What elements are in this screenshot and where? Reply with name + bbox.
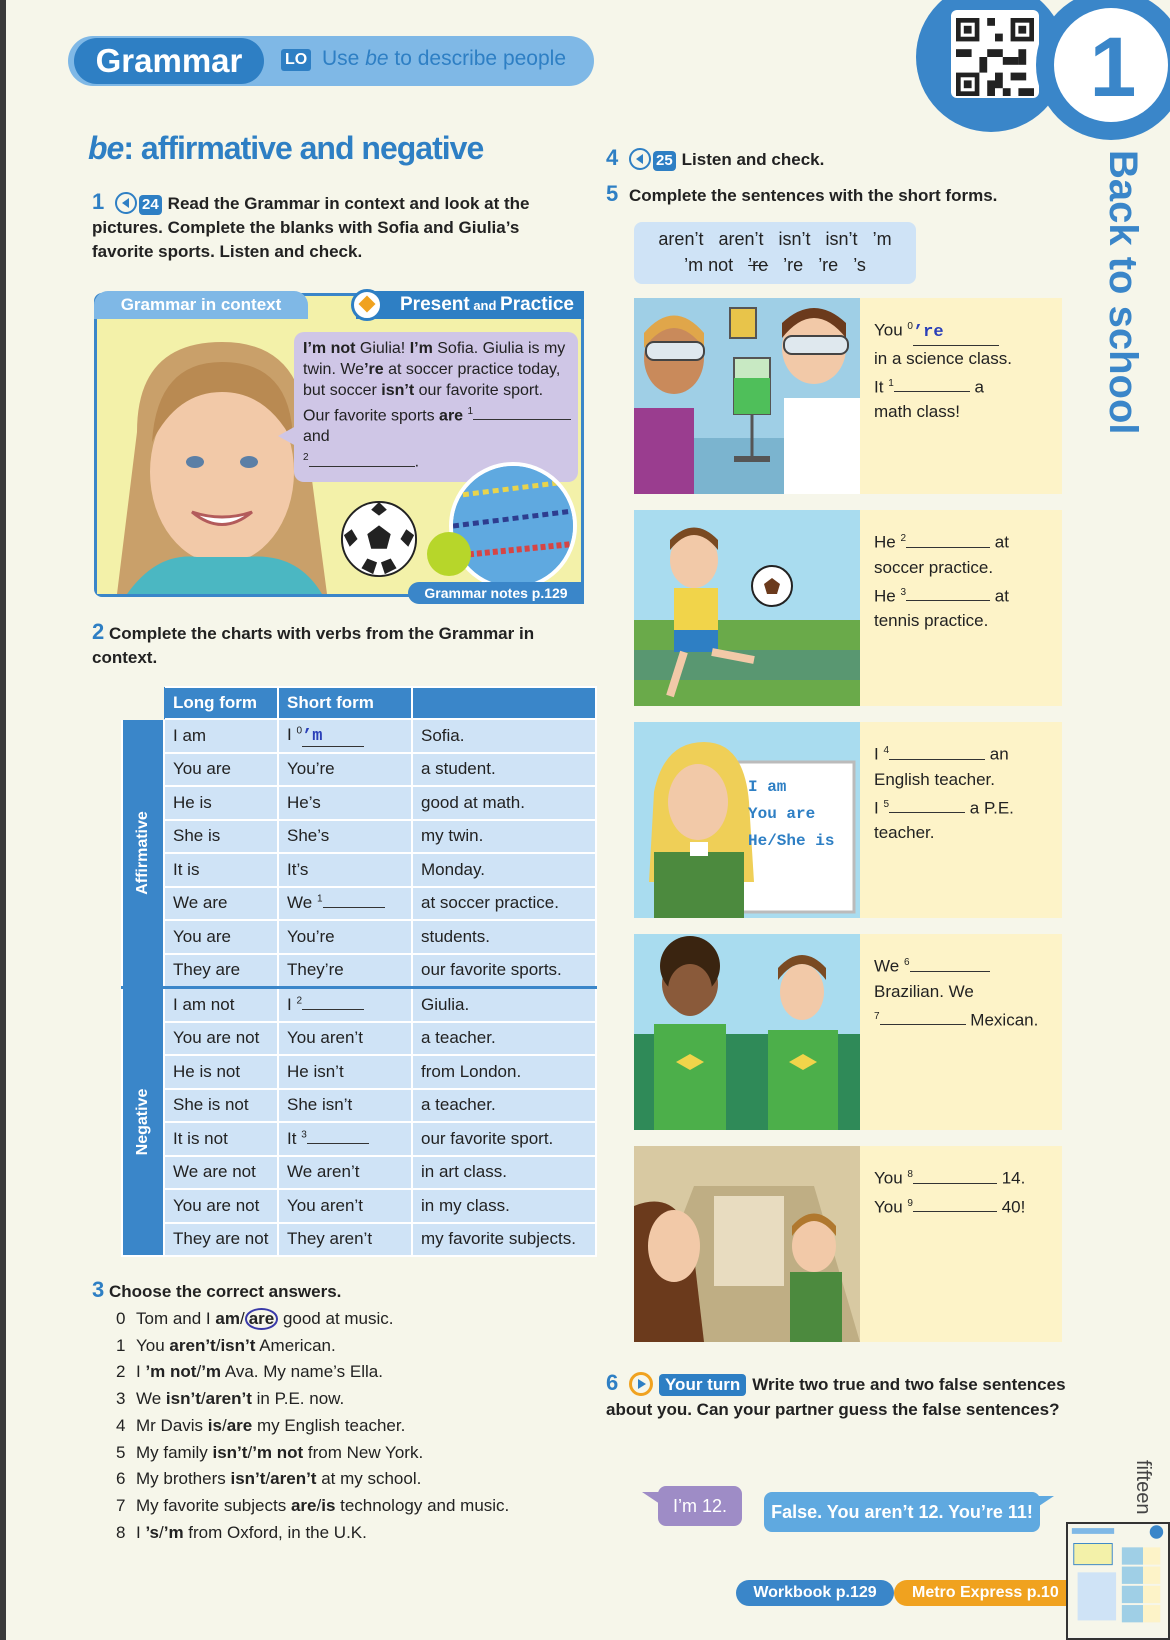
option-b[interactable]: ’m	[201, 1362, 222, 1382]
section-heading: be: affirmative and negative	[88, 130, 484, 166]
choice-item	[116, 1413, 509, 1440]
chart-blank[interactable]	[307, 1143, 369, 1144]
chart-row	[122, 753, 596, 787]
grammar-in-context-tab: Grammar in context	[94, 291, 308, 319]
option-b[interactable]: is	[321, 1495, 336, 1515]
blank-2[interactable]	[309, 466, 415, 467]
track-number[interactable]: 24	[139, 195, 162, 215]
word-bank-item: ’m not	[684, 255, 734, 275]
option-a[interactable]: isn’t	[230, 1469, 266, 1489]
short-form-cell: They’re	[278, 954, 412, 988]
short-form-cell: He isn’t	[278, 1055, 412, 1089]
complement-cell: a teacher.	[412, 1022, 596, 1056]
complement-cell: in art class.	[412, 1156, 596, 1190]
negative-label: Negative	[134, 1088, 151, 1156]
answer-blank-8[interactable]	[913, 1183, 997, 1184]
long-form-cell: You are not	[164, 1022, 278, 1056]
school-corridor-picture	[634, 1146, 860, 1342]
metro-express-link[interactable]: Metro Express p.10	[894, 1580, 1084, 1606]
exercise-number: 1	[92, 189, 105, 214]
short-form-cell[interactable]: It $^3$	[278, 1122, 412, 1156]
item-text: technology and music.	[335, 1495, 510, 1515]
chart-row	[122, 988, 596, 1022]
soccer-boy-picture	[634, 510, 860, 706]
item-text: My brothers	[136, 1469, 231, 1489]
item-text: You	[136, 1335, 170, 1355]
negative-label-cell	[122, 988, 164, 1257]
exercise-instruction: Choose the correct answers.	[108, 1282, 342, 1301]
complement-cell: a student.	[412, 753, 596, 787]
sentence-panel-2: He $^2$ at soccer practice. He $^3$ at tennis practice.	[860, 510, 1062, 706]
long-form-cell: They are	[164, 954, 278, 988]
short-form-cell: You’re	[278, 753, 412, 787]
answer-blank-5[interactable]	[889, 812, 965, 813]
option-b[interactable]: aren’t	[205, 1389, 252, 1409]
option-separator: /	[239, 1309, 245, 1328]
item-text: at my school.	[316, 1469, 422, 1489]
short-form-cell[interactable]: I $^0$’m	[278, 719, 412, 753]
present-practice-tab[interactable]: Present and Practice	[356, 291, 584, 319]
exercise-number: 3	[92, 1277, 105, 1302]
exercise-3	[92, 1278, 341, 1304]
unit-title-vertical: Back to school	[1101, 150, 1145, 435]
exercise-instruction: Complete the sentences with the short forms.	[628, 186, 998, 205]
long-form-cell: You are	[164, 920, 278, 954]
chart-corner	[122, 687, 164, 719]
sentence-panel-1: You $^0$’re in a science class. It $^1$ a math class!	[860, 298, 1062, 494]
word-bank-item: isn’t	[825, 229, 858, 249]
blank-1[interactable]	[473, 419, 571, 420]
short-form-cell: You aren’t	[278, 1022, 412, 1056]
two-boys-picture	[634, 934, 860, 1130]
item-text: Ava. My name’s Ella.	[221, 1362, 383, 1382]
chart-row	[122, 1089, 596, 1123]
long-form-cell: We are not	[164, 1156, 278, 1190]
option-a[interactable]: am	[215, 1309, 240, 1328]
example-bubble-1: I’m 12.	[658, 1486, 742, 1526]
short-form-cell: He’s	[278, 786, 412, 820]
word-bank-item: ’re	[818, 255, 839, 275]
answer-blank-9[interactable]	[913, 1211, 997, 1212]
pointer-icon	[351, 289, 383, 321]
complement-cell: my twin.	[412, 820, 596, 854]
complement-cell: Giulia.	[412, 988, 596, 1022]
science-class-picture	[634, 298, 860, 494]
qr-code-icon[interactable]	[956, 18, 1034, 96]
exercise-number: 5	[606, 181, 619, 206]
learning-objective: Use be to describe people	[322, 47, 567, 70]
chart-blank[interactable]	[323, 907, 385, 908]
page-thumbnail[interactable]	[1066, 1522, 1170, 1640]
whiteboard-text: I am You are He/She is	[748, 778, 835, 850]
unit-number: 1	[1089, 20, 1137, 114]
exercise-number: 2	[92, 619, 105, 644]
long-form-cell: They are not	[164, 1223, 278, 1257]
choice-item	[116, 1440, 509, 1467]
option-a[interactable]: are	[290, 1495, 317, 1515]
choice-item	[116, 1520, 509, 1547]
option-b[interactable]: isn’t	[220, 1335, 256, 1355]
header-complement	[412, 687, 596, 719]
choice-item	[116, 1306, 509, 1333]
tennis-ball-icon	[427, 532, 471, 576]
complement-cell: our favorite sports.	[412, 954, 596, 988]
word-bank-item: isn’t	[778, 229, 811, 249]
affirmative-label: Affirmative	[134, 811, 151, 895]
exercise-instruction: Complete the charts with verbs from the Grammar in context.	[92, 624, 535, 667]
answer-blank-2[interactable]	[906, 547, 990, 548]
item-text: good at music.	[278, 1309, 394, 1328]
sentence-panel-4: We $^6$ Brazilian. We $^7$ Mexican.	[860, 934, 1062, 1130]
exercise-number: 4	[606, 145, 619, 170]
exercise-instruction: Listen and check.	[681, 150, 825, 169]
option-a[interactable]: ’m not	[145, 1362, 197, 1382]
sentence-panel-5: You $^8$ 14. You $^9$ 40!	[860, 1146, 1062, 1342]
soccer-ball-icon	[340, 500, 418, 578]
header-short-form: Short form	[278, 687, 412, 719]
option-a[interactable]: aren’t	[169, 1335, 216, 1355]
complement-cell: in my class.	[412, 1189, 596, 1223]
word-bank-item: ’re	[783, 255, 804, 275]
item-number: 6	[116, 1469, 126, 1489]
item-number: 4	[116, 1415, 126, 1435]
workbook-link[interactable]: Workbook p.129	[736, 1580, 894, 1606]
answer-0[interactable]: ’re	[913, 320, 999, 346]
track-number[interactable]: 25	[653, 151, 676, 171]
chart-row	[122, 1223, 596, 1257]
item-text: my English teacher.	[252, 1415, 406, 1435]
speech-bubble-tail	[278, 426, 296, 446]
chart-header-row	[122, 687, 596, 719]
long-form-cell: It is	[164, 853, 278, 887]
item-text: in P.E. now.	[251, 1389, 345, 1409]
audio-icon[interactable]	[115, 192, 137, 214]
item-text: from New York.	[303, 1442, 424, 1462]
affirmative-label-cell	[122, 719, 164, 988]
short-form-cell: They aren’t	[278, 1223, 412, 1257]
answer-blank-3[interactable]	[906, 600, 990, 601]
header-long-form: Long form	[164, 687, 278, 719]
long-form-cell: It is not	[164, 1122, 278, 1156]
item-number: 2	[116, 1362, 126, 1382]
your-turn-arrow-icon	[629, 1372, 653, 1396]
exercise-4	[606, 146, 824, 172]
item-text: I	[136, 1362, 146, 1382]
complement-cell: my favorite subjects.	[412, 1223, 596, 1257]
exercise-instruction: Write two true and two false sentences about you. Can your partner guess the false sentences?	[606, 1375, 1066, 1419]
chart-row	[122, 1189, 596, 1223]
word-bank-item: aren’t	[658, 229, 704, 249]
chart-row	[122, 820, 596, 854]
item-text: Mr Davis	[136, 1415, 208, 1435]
word-bank-item: ’s	[853, 255, 866, 275]
item-number: 1	[116, 1335, 126, 1355]
option-a[interactable]: isn’t	[212, 1442, 248, 1462]
complement-cell: from London.	[412, 1055, 596, 1089]
word-bank-item-used: ’re	[748, 255, 769, 275]
chart-row	[122, 1156, 596, 1190]
item-text: I	[136, 1522, 146, 1542]
long-form-cell: I am	[164, 719, 278, 753]
choice-list	[116, 1306, 509, 1546]
option-separator: /	[265, 1469, 271, 1489]
long-form-cell: You are	[164, 753, 278, 787]
short-form-cell: We aren’t	[278, 1156, 412, 1190]
exercise-5	[606, 182, 997, 208]
choice-item	[116, 1493, 509, 1520]
chart-row	[122, 954, 596, 988]
option-b[interactable]: ’m not	[252, 1442, 304, 1462]
item-text: Tom and I	[136, 1309, 216, 1328]
short-form-cell: You aren’t	[278, 1189, 412, 1223]
long-form-cell: He is not	[164, 1055, 278, 1089]
chart-blank[interactable]	[302, 1009, 364, 1010]
option-b[interactable]: are	[245, 1308, 279, 1330]
your-turn-badge: Your turn	[659, 1374, 746, 1396]
grammar-in-context-text: I’m not Giulia! I’m Sofia. Giulia is my twin. We’re at soccer practice today, but soccer isn’t our favorite sport. Our favorite sports are $^1$ and $^2$ .	[303, 338, 573, 473]
sentence-panel-3: I $^4$ an English teacher. I $^5$ a P.E. teacher.	[860, 722, 1062, 918]
page-number-word: fifteen	[1132, 1460, 1154, 1515]
answer-blank-4[interactable]	[889, 759, 985, 760]
complement-cell: students.	[412, 920, 596, 954]
short-form-cell[interactable]: I $^2$	[278, 988, 412, 1022]
long-form-cell: We are	[164, 887, 278, 921]
option-separator: /	[316, 1495, 322, 1515]
option-separator: /	[215, 1335, 221, 1355]
long-form-cell: She is	[164, 820, 278, 854]
complement-cell: at soccer practice.	[412, 887, 596, 921]
lesson-title: Grammar	[74, 38, 264, 84]
option-separator: /	[247, 1442, 253, 1462]
item-text: We	[136, 1389, 166, 1409]
example-bubble-2: False. You aren’t 12. You’re 11!	[764, 1492, 1040, 1532]
answer-blank-7[interactable]	[880, 1024, 966, 1025]
long-form-cell: You are not	[164, 1189, 278, 1223]
exercise-2	[92, 620, 582, 670]
item-text: My family	[136, 1442, 213, 1462]
answer-blank-6[interactable]	[910, 971, 990, 972]
word-bank-item: ’m	[872, 229, 892, 249]
swimming-pool-photo	[449, 462, 577, 590]
short-form-cell: She’s	[278, 820, 412, 854]
chart-row	[122, 1122, 596, 1156]
complement-cell: a teacher.	[412, 1089, 596, 1123]
chart-row	[122, 719, 596, 753]
choice-item	[116, 1359, 509, 1386]
chart-row	[122, 887, 596, 921]
chart-row	[122, 786, 596, 820]
option-b[interactable]: aren’t	[270, 1469, 317, 1489]
short-form-cell[interactable]: We $^1$	[278, 887, 412, 921]
complement-cell: good at math.	[412, 786, 596, 820]
long-form-cell: She is not	[164, 1089, 278, 1123]
option-a[interactable]: ’s	[145, 1522, 159, 1542]
chart-row	[122, 1022, 596, 1056]
grammar-notes-link[interactable]: Grammar notes p.129	[408, 582, 584, 604]
choice-item	[116, 1466, 509, 1493]
item-text: American.	[255, 1335, 336, 1355]
option-separator: /	[159, 1522, 164, 1542]
long-form-cell: He is	[164, 786, 278, 820]
complement-cell: Sofia.	[412, 719, 596, 753]
lo-badge: LO	[281, 49, 311, 71]
word-bank-item: aren’t	[718, 229, 764, 249]
option-b[interactable]: are	[226, 1415, 253, 1435]
exercise-instruction: Read the Grammar in context and look at the pictures. Complete the blanks with Sofia and Giulia’s favorite sports. Listen and check.	[92, 194, 530, 261]
choice-item	[116, 1333, 509, 1360]
item-number: 8	[116, 1522, 126, 1542]
short-form-cell: It’s	[278, 853, 412, 887]
answer-blank-1[interactable]	[894, 391, 970, 392]
item-number: 7	[116, 1495, 126, 1515]
long-form-cell: I am not	[164, 988, 278, 1022]
chart-row	[122, 1055, 596, 1089]
chart-row	[122, 853, 596, 887]
item-number: 5	[116, 1442, 126, 1462]
choice-item	[116, 1386, 509, 1413]
item-number: 0	[116, 1309, 126, 1328]
short-form-cell: She isn’t	[278, 1089, 412, 1123]
be-chart	[121, 686, 597, 1257]
word-bank	[634, 222, 916, 284]
option-separator: /	[200, 1389, 206, 1409]
complement-cell: Monday.	[412, 853, 596, 887]
option-a[interactable]: is	[207, 1415, 222, 1435]
exercise-1	[92, 190, 582, 264]
textbook-page	[6, 0, 1170, 1640]
option-b[interactable]: ’m	[163, 1522, 184, 1542]
chart-blank[interactable]: ’m	[302, 727, 364, 747]
complement-cell: our favorite sport.	[412, 1122, 596, 1156]
chart-row	[122, 920, 596, 954]
short-form-cell: You’re	[278, 920, 412, 954]
option-separator: /	[221, 1415, 227, 1435]
item-number: 3	[116, 1389, 126, 1409]
option-separator: /	[196, 1362, 202, 1382]
item-text: from Oxford, in the U.K.	[183, 1522, 367, 1542]
exercise-6	[606, 1370, 1066, 1422]
item-text: My favorite subjects	[136, 1495, 291, 1515]
audio-icon[interactable]	[629, 148, 651, 170]
exercise-number: 6	[606, 1370, 619, 1395]
option-a[interactable]: isn’t	[165, 1389, 201, 1409]
